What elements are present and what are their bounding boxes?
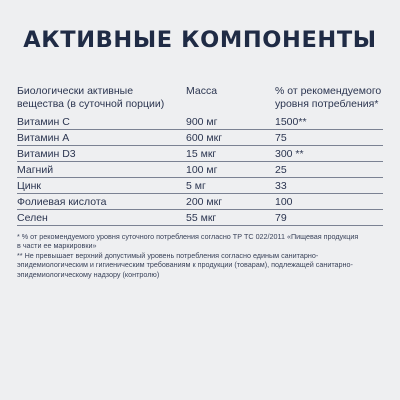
table-row	[17, 114, 383, 130]
cell-percent: 25	[275, 164, 287, 176]
footnote-2-line2: эпидемиологическим и гигиеническим требованиям к продукции (товарам), подлежащей санитарно-	[17, 260, 353, 270]
header-percent-line2: уровня потребления*	[275, 98, 379, 110]
cell-name: Магний	[17, 164, 54, 176]
header-substance-line1: Биологически активные	[17, 85, 134, 97]
table-body	[17, 114, 383, 226]
footnote-1-line2: в части ее маркировки»	[17, 241, 97, 251]
header-substance-line2: вещества (в суточной порции)	[17, 98, 165, 110]
cell-mass: 15 мкг	[186, 148, 217, 160]
table-row	[17, 178, 383, 194]
table-row	[17, 130, 383, 146]
table-row	[17, 210, 383, 226]
cell-mass: 200 мкг	[186, 196, 223, 208]
footnote-2-line1: ** Не превышает верхний допустимый уровень потребления согласно единым санитарно-	[17, 250, 319, 260]
components-table	[17, 85, 383, 224]
cell-percent: 100	[275, 196, 293, 208]
cell-name: Витамин С	[17, 116, 70, 128]
header-substance	[17, 85, 164, 111]
cell-mass: 55 мкг	[186, 212, 217, 224]
page-title: АКТИВНЫЕ КОМПОНЕНТЫ	[23, 27, 377, 53]
cell-mass: 100 мг	[186, 164, 218, 176]
table-header	[17, 85, 383, 115]
cell-percent: 75	[275, 132, 287, 144]
cell-name: Фолиевая кислота	[17, 196, 107, 208]
table-row	[17, 194, 383, 210]
cell-mass: 900 мг	[186, 116, 218, 128]
cell-name: Цинк	[17, 180, 42, 192]
header-percent	[275, 85, 381, 111]
cell-percent: 300 **	[275, 148, 304, 160]
cell-percent: 33	[275, 180, 287, 192]
cell-name: Витамин D3	[17, 148, 76, 160]
cell-mass: 5 мг	[186, 180, 206, 192]
cell-mass: 600 мкг	[186, 132, 223, 144]
header-mass: Масса	[186, 85, 218, 97]
cell-percent: 79	[275, 212, 287, 224]
table-row	[17, 162, 383, 178]
footnote-1-line1: * % от рекомендуемого уровня суточного потребления согласно ТР ТС 022/2011 «Пищевая продукция	[17, 232, 359, 241]
footnote-2-line3: эпидемиологическому надзору (контролю)	[17, 269, 160, 279]
footnotes	[17, 232, 387, 279]
cell-name: Витамин А	[17, 132, 70, 144]
table-row	[17, 146, 383, 162]
cell-name: Селен	[17, 212, 48, 224]
cell-percent: 1500**	[275, 116, 307, 128]
header-percent-line1: % от рекомендуемого	[275, 85, 382, 97]
